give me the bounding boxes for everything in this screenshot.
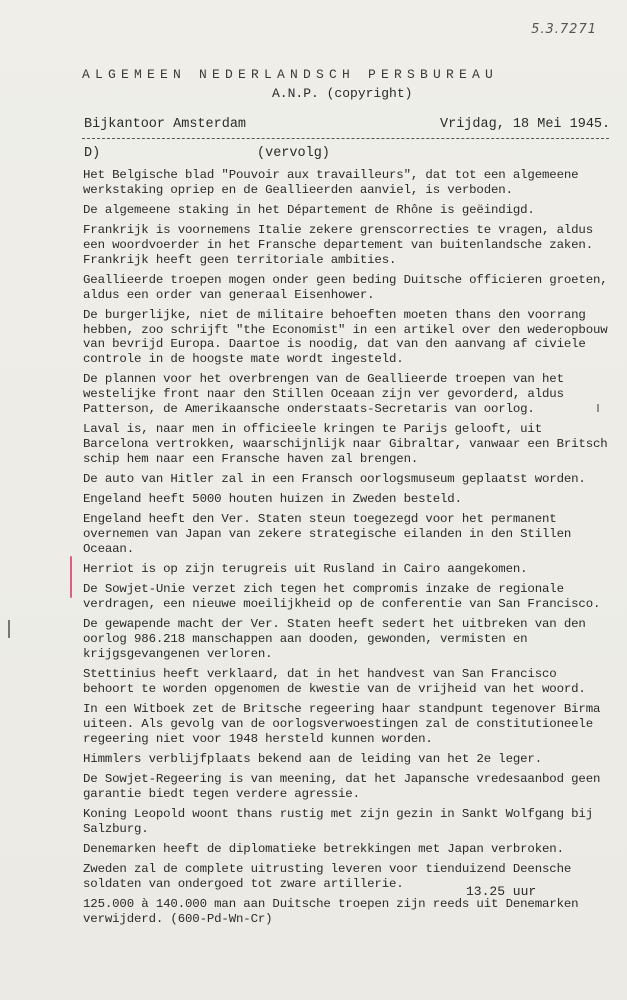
news-item: Stettinius heeft verklaard, dat in het handvest van San Francisco behoort te worden opgenomen de kwestie van de vrijheid van het woord. bbox=[83, 667, 586, 696]
margin-tick-mark bbox=[8, 620, 10, 638]
anp-copyright: A.N.P. (copyright) bbox=[272, 86, 413, 101]
header-divider bbox=[82, 138, 609, 139]
news-item: Frankrijk is voornemens Italie zekere grenscorrecties te vragen, aldus een woordvoerder in het Fransche departement van buitenlandsche zaken. Frankrijk heeft geen territoriale ambities. bbox=[83, 223, 593, 267]
office-location: Bijkantoor Amsterdam bbox=[84, 117, 247, 132]
continued-label: (vervolg) bbox=[257, 146, 330, 161]
pink-margin-mark bbox=[70, 556, 72, 598]
agency-name: ALGEMEEN NEDERLANDSCH PERSBUREAU bbox=[82, 67, 499, 82]
news-item: De Sowjet-Regeering is van meening, dat het Japansche vredesaanbod geen garantie biedt tegen verdere agressie. bbox=[83, 772, 601, 801]
news-item: Het Belgische blad "Pouvoir aux travailleurs", dat tot een algemeene werkstaking opriep en de Geallieerden aanviel, is verboden. bbox=[83, 168, 579, 197]
news-item: Zweden zal de complete uitrusting leveren voor tienduizend Deensche soldaten van ondergoed tot zware artillerie. bbox=[83, 862, 572, 892]
news-item: De Sowjet-Unie verzet zich tegen het compromis inzake de regionale verdragen, een nieuwe moeilijkheid op de conferentie van San Francisco. bbox=[83, 582, 601, 612]
news-item: De algemeene staking in het Département de Rhône is geëindigd. bbox=[83, 203, 535, 217]
news-item: De plannen voor het overbrengen van de Geallieerde troepen van het westelijke front naar den Stillen Oceaan zijn ver gevorderd, aldus Patterson, de Amerikaansche onderstaats-Secretaris van oorlog. bbox=[83, 372, 564, 416]
margin-dot-mark bbox=[597, 404, 599, 412]
bulletin-code: D) bbox=[84, 146, 101, 161]
news-item: Koning Leopold woont thans rustig met zijn gezin in Sankt Wolfgang bij Salzburg. bbox=[83, 807, 593, 836]
issue-time: 13.25 uur bbox=[466, 884, 537, 899]
news-item: Himmlers verblijfplaats bekend aan de leiding van het 2e leger. bbox=[83, 751, 542, 766]
news-item: Engeland heeft 5000 houten huizen in Zweden besteld. bbox=[83, 492, 462, 507]
news-item: De burgerlijke, niet de militaire behoeften moeten thans den voorrang hebben, zoo schrijft "the Economist" in een artikel over den wederopbouw van bevrijd Europa. Daartoe is noodig, dat van den aanvang af civiele controle in de hoogste mate wordt ingesteld. bbox=[83, 308, 608, 367]
news-item: De gewapende macht der Ver. Staten heeft sedert het uitbreken van den oorlog 986.218 manschappen aan dooden, gewonden, vermisten en krijgsgevangenen verloren. bbox=[83, 617, 586, 661]
bulletin-date: Vrijdag, 18 Mei 1945. bbox=[440, 117, 611, 132]
news-items bbox=[83, 168, 613, 932]
news-item: Denemarken heeft de diplomatieke betrekkingen met Japan verbroken. bbox=[83, 842, 564, 857]
news-item: Geallieerde troepen mogen onder geen beding Duitsche officieren groeten, aldus een order van generaal Eisenhower. bbox=[83, 273, 608, 302]
news-item: In een Witboek zet de Britsche regeering haar standpunt tegenover Birma uiteen. Als gevolg van de oorlogsverwoestingen zal de constitutioneele regeering niet voor 1948 hersteld kunnen worden. bbox=[83, 702, 601, 746]
news-item: Laval is, naar men in officieele kringen te Parijs gelooft, uit Barcelona vertrokken, waarschijnlijk naar Gibraltar, vanwaar een Britsch schip hem naar een Fransche haven zal brengen. bbox=[83, 422, 608, 466]
news-item: Engeland heeft den Ver. Staten steun toegezegd voor het permanent overnemen van Japan van zekere strategische eilanden in den Stillen Oceaan. bbox=[83, 512, 572, 556]
news-item: Herriot is op zijn terugreis uit Rusland in Cairo aangekomen. bbox=[83, 562, 528, 577]
news-item: 125.000 à 140.000 man aan Duitsche troepen zijn reeds uit Denemarken verwijderd. (600-Pd-Wn-Cr) bbox=[83, 897, 579, 927]
news-item: De auto van Hitler zal in een Fransch oorlogsmuseum geplaatst worden. bbox=[83, 471, 586, 486]
archive-number: 5.3.7271 bbox=[531, 22, 597, 37]
